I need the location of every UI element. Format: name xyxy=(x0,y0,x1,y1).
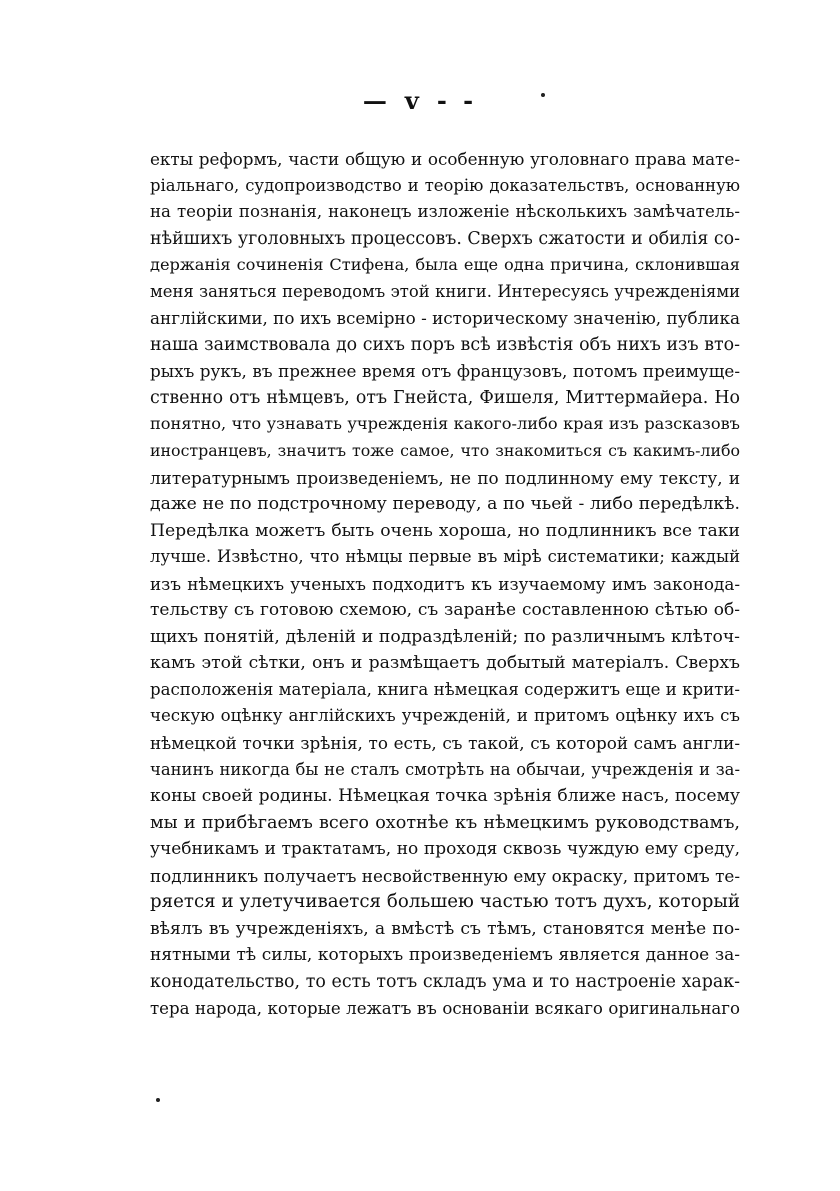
text-line: иностранцевъ, значитъ тоже самое, что знакомиться съ какимъ-либо xyxy=(150,441,740,461)
text-line: лучше. Извѣстно, что нѣмцы первые въ мірѣ систематики; каждый xyxy=(150,547,740,567)
text-line: наша заимствовала до сихъ поръ всѣ извѣстія объ нихъ изъ вто- xyxy=(150,334,740,355)
header-dash-right: - - xyxy=(436,86,478,115)
text-line: изъ нѣмецкихъ ученыхъ подходитъ къ изучаемому имъ законода- xyxy=(150,573,740,594)
text-line: Передѣлка можетъ быть очень хороша, но подлинникъ все таки xyxy=(150,520,740,541)
text-line: конодательство, то есть тотъ складъ ума и то настроеніе харак- xyxy=(150,971,740,992)
text-line: даже не по подстрочному переводу, а по чьей - либо передѣлкѣ. xyxy=(150,494,740,515)
text-line: литературнымъ произведеніемъ, не по подлинному ему тексту, и xyxy=(150,467,740,488)
text-line: ческую оцѣнку англійскихъ учрежденій, и притомъ оцѣнку ихъ съ xyxy=(150,706,740,726)
text-line: тера народа, которые лежатъ въ основаніи всякаго оригинальнаго xyxy=(150,998,740,1018)
text-line: ряется и улетучивается большею частью тотъ духъ, который xyxy=(150,891,740,913)
text-line: меня заняться переводомъ этой книги. Интересуясь учрежденіями xyxy=(150,281,740,301)
header-dash-left: — xyxy=(362,86,391,115)
text-line: вѣялъ въ учрежденіяхъ, а вмѣстѣ съ тѣмъ, становятся менѣе по- xyxy=(150,918,740,939)
text-line: нятными тѣ силы, которыхъ произведеніемъ является данное за- xyxy=(150,945,740,966)
text-line: нѣмецкой точки зрѣнія, то есть, съ такой, съ которой самъ англи- xyxy=(150,733,740,754)
text-line: расположенія матеріала, книга нѣмецкая содержитъ еще и крити- xyxy=(150,679,740,699)
text-line: екты реформъ, части общую и особенную уголовнаго права мате- xyxy=(150,149,740,169)
text-line: подлинникъ получаетъ несвойственную ему окраску, притомъ те- xyxy=(150,865,740,886)
text-line: камъ этой сѣтки, онъ и размѣщаетъ добытый матеріалъ. Сверхъ xyxy=(150,653,740,674)
ink-speck xyxy=(156,1098,160,1102)
page-header xyxy=(0,86,840,115)
page-number: v xyxy=(404,86,423,115)
text-line: нѣйшихъ уголовныхъ процессовъ. Сверхъ сжатости и обилія со- xyxy=(150,228,740,249)
text-line: щихъ понятій, дѣленій и подраздѣленій; по различнымъ клѣточ- xyxy=(150,626,740,647)
body-paragraph xyxy=(150,146,740,1022)
text-line: ріальнаго, судопроизводство и теорію доказательствъ, основанную xyxy=(150,175,740,195)
text-line: англійскими, по ихъ всемірно - историческому значенію, публика xyxy=(150,308,740,329)
text-line: тельству съ готовою схемою, съ заранѣе составленною сѣтью об- xyxy=(150,600,740,621)
text-line: понятно, что узнавать учрежденія какого-либо края изъ разсказовъ xyxy=(150,414,740,434)
text-line: держанія сочиненія Стифена, была еще одна причина, склонившая xyxy=(150,255,740,275)
text-line: учебникамъ и трактатамъ, но проходя сквозь чуждую ему среду, xyxy=(150,839,740,860)
ink-speck xyxy=(541,93,545,97)
text-line: на теоріи познанія, наконецъ изложеніе нѣсколькихъ замѣчатель- xyxy=(150,202,740,222)
text-line: чанинъ никогда бы не сталъ смотрѣть на обычаи, учрежденія и за- xyxy=(150,759,740,779)
text-line: ственно отъ нѣмцевъ, отъ Гнейста, Фишеля, Миттермайера. Но xyxy=(150,387,740,408)
text-line: мы и прибѣгаемъ всего охотнѣе къ нѣмецкимъ руководствамъ, xyxy=(150,812,740,833)
text-line: коны своей родины. Нѣмецкая точка зрѣнія ближе насъ, посему xyxy=(150,786,740,807)
text-line: рыхъ рукъ, въ прежнее время отъ французовъ, потомъ преимуще- xyxy=(150,361,740,382)
